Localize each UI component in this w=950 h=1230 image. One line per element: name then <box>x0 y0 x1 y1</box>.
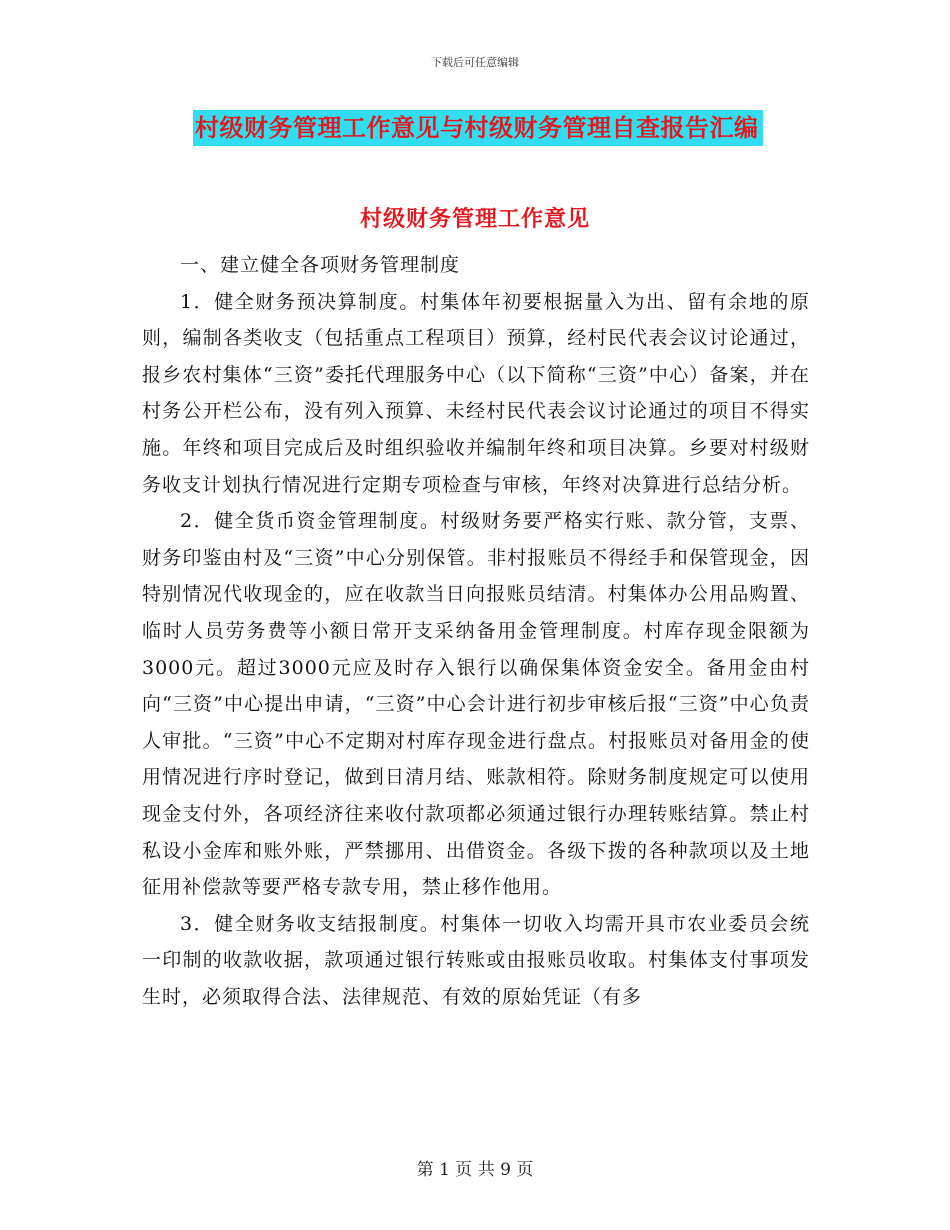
document-body <box>142 247 810 1015</box>
heading-paragraph: 一、建立健全各项财务管理制度 <box>180 254 461 276</box>
download-note: 下载后可任意编辑 <box>431 56 519 69</box>
body-paragraph: 1．健全财务预决算制度。村集体年初要根据量入为出、留有余地的原则，编制各类收支（包括重点工程项目）预算，经村民代表会议讨论通过，报乡农村集体“三资”委托代理服务中心（以下简称“三资”中心）备案，并在村务公开栏公布，没有列入预算、未经村民代表会议讨论通过的项目不得实施。年终和项目完成后及时组织验收并编制年终和项目决算。乡要对村级财务收支计划执行情况进行定期专项检查与审核，年终对决算进行总结分析。 <box>142 290 810 496</box>
body-paragraph: 2．健全货币资金管理制度。村级财务要严格实行账、款分管，支票、财务印鉴由村及“三资”中心分别保管。非村报账员不得经手和保管现金，因特别情况代收现金的，应在收款当日向报账员结清。村集体办公用品购置、临时人员劳务费等小额日常开支采纳备用金管理制度。村库存现金限额为3000元。超过3000元应及时存入银行以确保集体资金安全。备用金由村向“三资”中心提出申请，“三资”中心会计进行初步审核后报“三资”中心负责人审批。“三资”中心不定期对村库存现金进行盘点。村报账员对备用金的使用情况进行序时登记，做到日清月结、账款相符。除财务制度规定可以使用现金支付外，各项经济往来收付款项都必须通过银行办理转账结算。禁止村私设小金库和账外账，严禁挪用、出借资金。各级下拨的各种款项以及土地征用补偿款等要严格专款专用，禁止移作他用。 <box>142 510 810 899</box>
page-number: 第 1 页 共 9 页 <box>416 1160 534 1180</box>
section-title: 村级财务管理工作意见 <box>359 206 590 232</box>
body-paragraph: 3．健全财务收支结报制度。村集体一切收入均需开具市农业委员会统一印制的收款收据，款项通过银行转账或由报账员收取。村集体支付事项发生时，必须取得合法、法律规范、有效的原始凭证（有多 <box>142 912 810 1008</box>
document-title: 村级财务管理工作意见与村级财务管理自查报告汇编 <box>193 110 763 146</box>
